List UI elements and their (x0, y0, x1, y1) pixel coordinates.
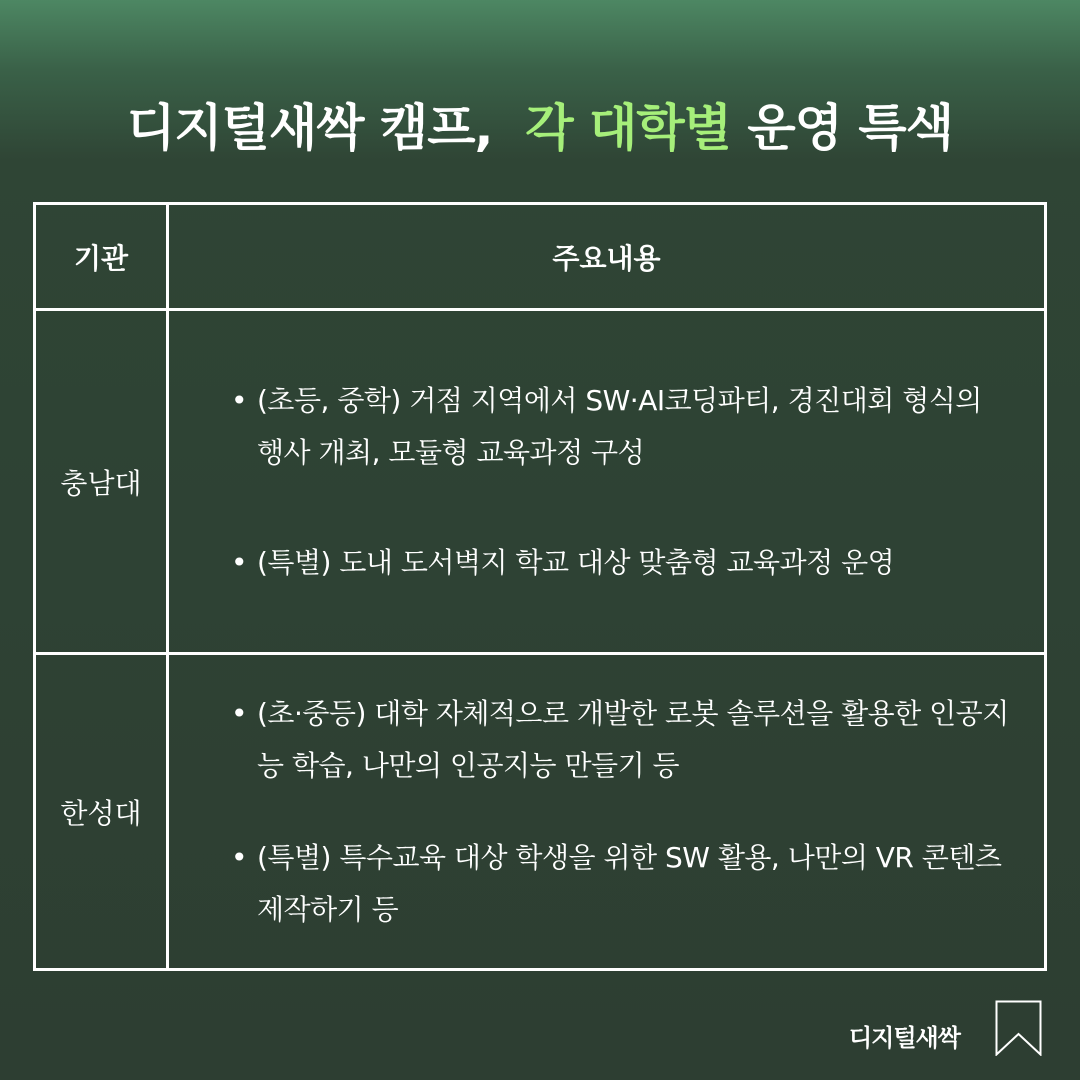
bullet-list (231, 375, 1014, 589)
university-table (33, 202, 1047, 971)
title-accent: 각 대학별 (525, 99, 731, 157)
list-item: • (특별) 특수교육 대상 학생을 위한 SW 활용, 나만의 VR 콘텐츠 제작하기 등 (231, 832, 1014, 936)
page-title (0, 88, 1080, 160)
org-cell: 충남대 (35, 310, 168, 654)
bullet-list (231, 688, 1014, 936)
title-suffix: 운영 특색 (747, 99, 953, 157)
content-cell (168, 310, 1046, 654)
table-row (35, 654, 1046, 970)
list-item: • (초등, 중학) 거점 지역에서 SW·AI코딩파티, 경진대회 형식의 행사 개최, 모듈형 교육과정 구성 (231, 375, 1014, 479)
brand-logo: 디지털새싹 (849, 1024, 960, 1052)
org-cell: 한성대 (35, 654, 168, 970)
table-row (35, 310, 1046, 654)
list-item: • (초·중등) 대학 자체적으로 개발한 로봇 솔루션을 활용한 인공지능 학습, 나만의 인공지능 만들기 등 (231, 688, 1014, 792)
table-header-row (35, 204, 1046, 310)
header-org: 기관 (35, 204, 168, 310)
header-content: 주요내용 (168, 204, 1046, 310)
title-main: 디지털새싹 캠프, (127, 99, 493, 157)
bookmark-icon (995, 1000, 1042, 1056)
list-item: • (특별) 도내 도서벽지 학교 대상 맞춤형 교육과정 운영 (231, 537, 1014, 589)
content-cell (168, 654, 1046, 970)
